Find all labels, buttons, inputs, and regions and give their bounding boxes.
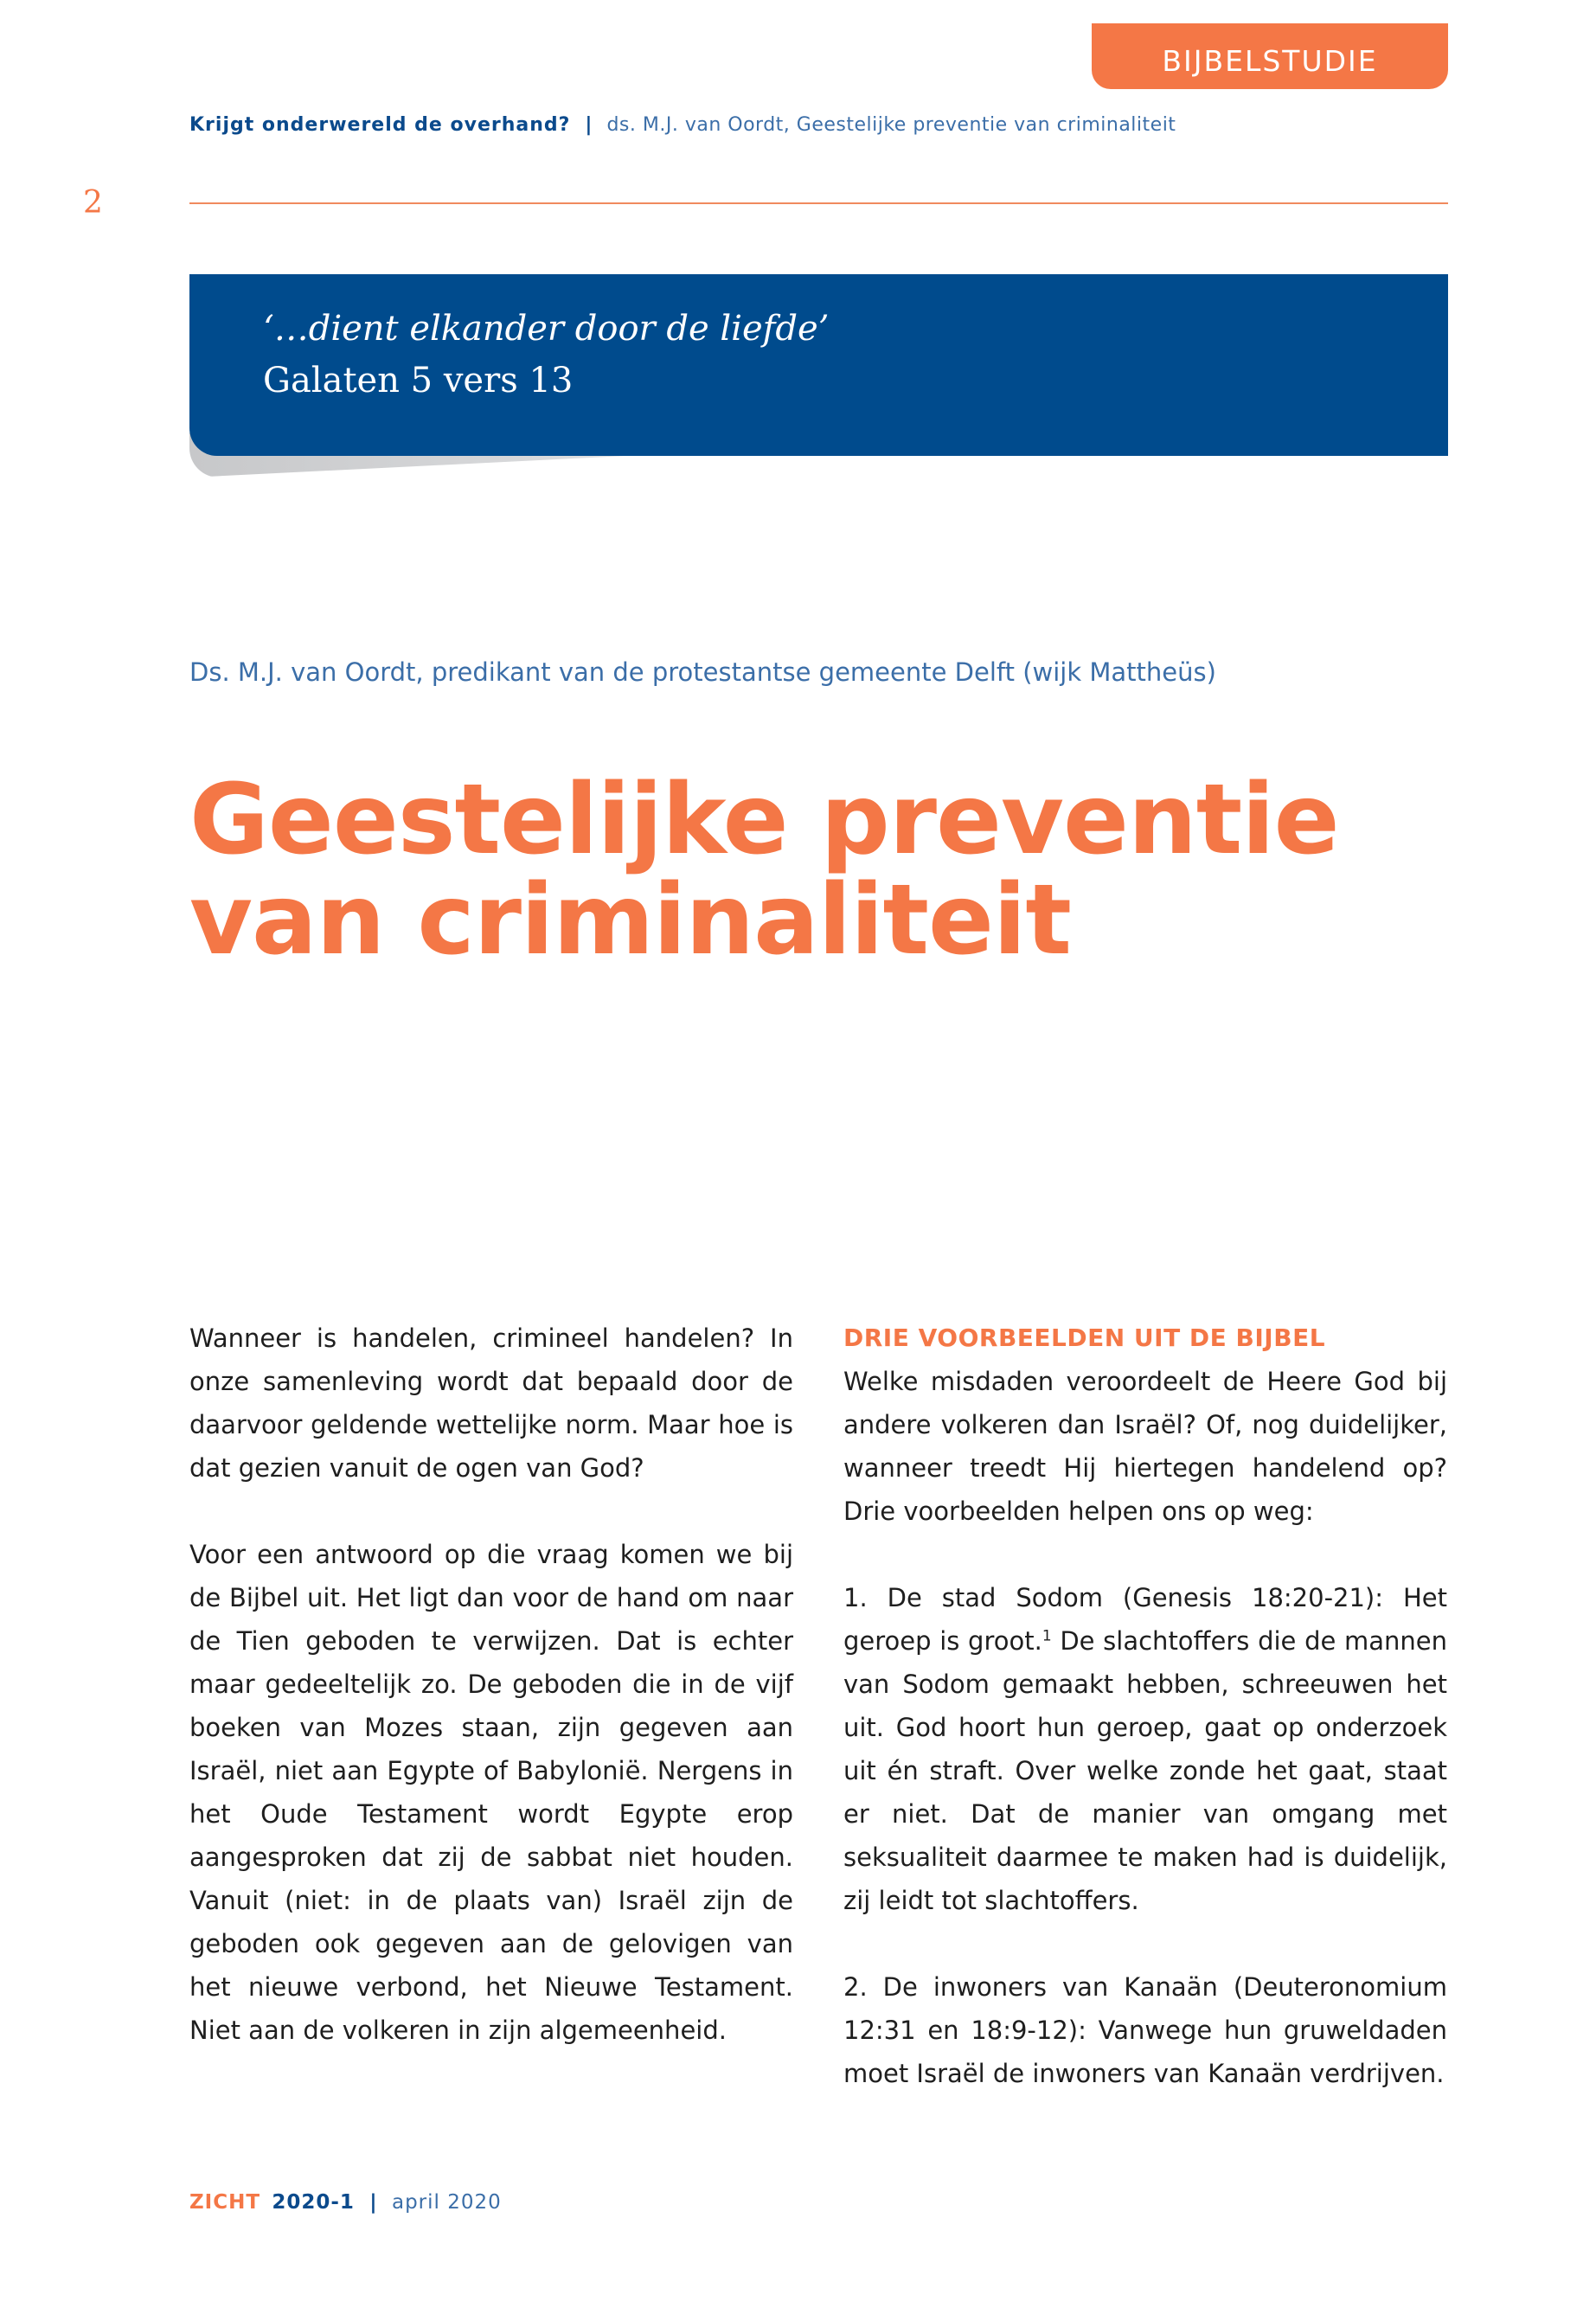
paragraph: 2. De inwoners van Kanaän (Deuteronomium 12:31 en 18:9-12): Vanwege hun gruweldaden moet Israël de inwoners van Kanaän verdrijven. — [843, 1972, 1447, 2088]
author-line: Ds. M.J. van Oordt, predikant van de protestantse gemeente Delft (wijk Mattheüs) — [189, 657, 1216, 687]
left-column — [189, 1317, 793, 2052]
footer-separator: | — [369, 2191, 377, 2214]
quote-reference: Galaten 5 vers 13 — [263, 361, 574, 401]
paragraph: Voor een antwoord op die vraag komen we bij de Bijbel uit. Het ligt dan voor de hand om naar de Tien geboden te verwijzen. Dat is echter maar gedeeltelijk zo. De geboden die in de vijf boeken van Mozes staan, zijn gegeven aan Israël, niet aan Egypte of Babylonië. Nergens in het Oude Testament wordt Egypte erop aangesproken dat zij de sabbat niet houden. Vanuit (niet: in de plaats van) Israël zijn de geboden ook gegeven aan de gelovigen van het nieuwe verbond, het Nieuwe Testament. Niet aan de volkeren in zijn algemeenheid. — [189, 1540, 793, 2045]
right-column — [843, 1317, 1447, 2095]
paragraph: Welke misdaden veroordeelt de Heere God bij andere volkeren dan Israël? Of, nog duidelijker, wanneer treedt Hij hiertegen handelend op? Drie voorbeelden helpen ons op weg: — [843, 1367, 1447, 1526]
running-header — [189, 114, 1448, 136]
quote-box — [189, 274, 1448, 456]
paragraph-text: 1. De stad Sodom (Genesis 18:20-21): Het geroep is groot. — [843, 1583, 1447, 1656]
running-subtitle: ds. M.J. van Oordt, Geestelijke preventie van criminaliteit — [606, 114, 1176, 136]
running-header-separator: | — [585, 114, 593, 136]
paragraph-text: De slachtoffers die de mannen van Sodom gemaakt hebben, schreeuwen het uit. God hoort hun geroep, gaat op onderzoek uit én straft. Over welke zonde het gaat, staat er niet. Dat de manier van omgang met seksualiteit daarmee te maken had is duidelijk, zij leidt tot slachtoffers. — [843, 1626, 1447, 1915]
page-number: 2 — [83, 185, 103, 221]
paragraph — [843, 1576, 1447, 1922]
magazine-name: ZICHT — [189, 2191, 261, 2214]
article-title-line-2: van criminaliteit — [189, 864, 1071, 977]
quote-text: ‘…dient elkander door de liefde’ — [263, 309, 830, 349]
section-tab: BIJBELSTUDIE — [1092, 23, 1448, 89]
section-subheading: DRIE VOORBEELDEN UIT DE BIJBEL — [843, 1324, 1326, 1352]
page-footer — [189, 2191, 502, 2214]
issue-number: 2020-1 — [272, 2191, 355, 2214]
header-divider — [189, 202, 1448, 204]
footnote-marker: 1 — [1042, 1627, 1052, 1645]
article-title-line-1: Geestelijke preventie — [189, 764, 1339, 876]
article-title — [189, 764, 1448, 977]
paragraph: Wanneer is handelen, crimineel handelen? In onze samenleving wordt dat bepaald door de daarvoor geldende wettelijke norm. Maar hoe is dat gezien vanuit de ogen van God? — [189, 1324, 793, 1483]
running-title: Krijgt onderwereld de overhand? — [189, 114, 571, 136]
issue-date: april 2020 — [391, 2191, 502, 2214]
